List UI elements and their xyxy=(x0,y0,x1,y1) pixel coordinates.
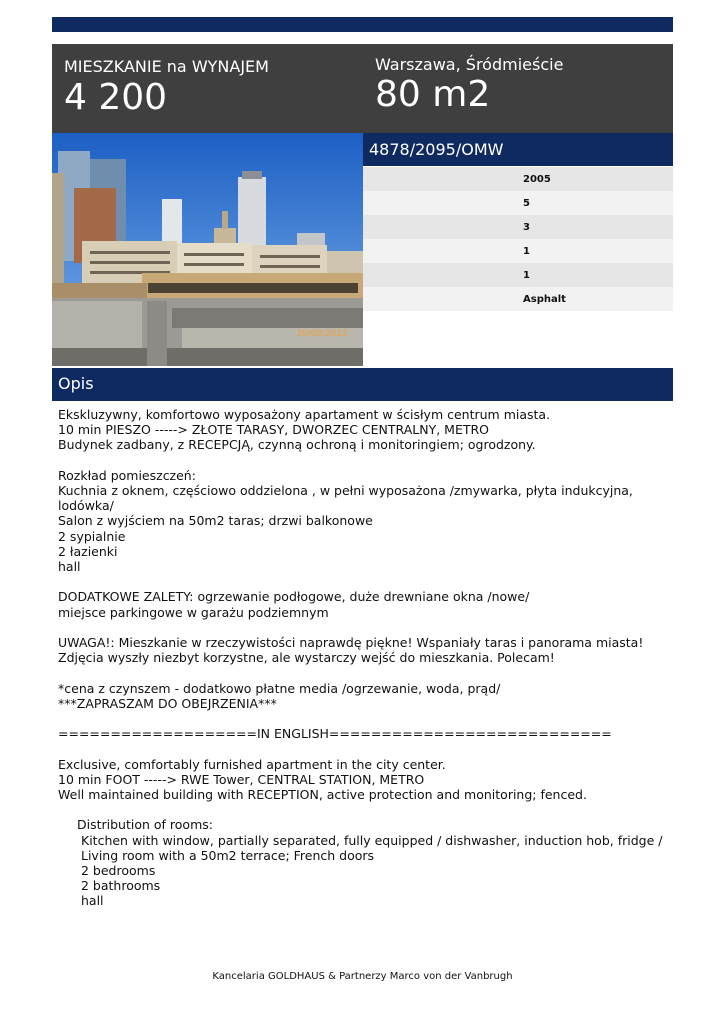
desc-line: Salon z wyjściem na 50m2 taras; drzwi balkonowe xyxy=(58,513,373,529)
desc-line: Well maintained building with RECEPTION, active protection and monitoring; fenced. xyxy=(58,786,587,802)
property-photo xyxy=(52,133,363,366)
desc-line: Zdjęcia wyszły niezbyt korzystne, ale wystarczy wejść do mieszkania. Polecam! xyxy=(58,650,555,666)
room-line: Living room with a 50m2 terrace; French doors xyxy=(81,847,375,863)
desc-line: 10 min FOOT -----> RWE Tower, CENTRAL STATION, METRO xyxy=(58,771,425,787)
desc-line: 2 łazienki xyxy=(58,543,118,559)
desc-line: 2 sypialnie xyxy=(58,528,126,544)
blank-line xyxy=(58,665,668,680)
param-row xyxy=(363,215,673,239)
room-line: 2 bedrooms xyxy=(81,862,156,878)
section-title: Opis xyxy=(58,374,94,393)
room-line: hall xyxy=(81,893,104,909)
desc-line: miejsce parkingowe w garażu podziemnym xyxy=(58,604,329,620)
desc-line: DODATKOWE ZALETY: ogrzewanie podłogowe, duże drewniane okna /nowe/ xyxy=(58,589,530,605)
param-row xyxy=(363,263,673,287)
desc-line: Exclusive, comfortably furnished apartment in the city center. xyxy=(58,756,446,772)
room-line: 2 bathrooms xyxy=(81,878,161,894)
listing-price: 4 200 xyxy=(64,77,168,118)
reference-bar xyxy=(363,133,673,166)
blank-line xyxy=(58,574,668,589)
listing-type: MIESZKANIE na WYNAJEM xyxy=(64,57,269,76)
param-value: 1 xyxy=(523,246,530,257)
desc-line: Rozkład pomieszczeń: xyxy=(58,467,196,483)
reference-number: 4878/2095/OMW xyxy=(369,140,504,159)
desc-line: UWAGA!: Mieszkanie w rzeczywistości naprawdę piękne! Wspaniały taras i panorama miasta! xyxy=(58,635,644,650)
blank-line xyxy=(58,620,668,635)
param-value: 1 xyxy=(523,270,530,281)
blank-line xyxy=(58,453,668,468)
description-text xyxy=(58,407,668,909)
footer-agency: Kancelaria GOLDHAUS & Partnerzy Marco von der Vanbrugh xyxy=(212,971,513,982)
listing-header xyxy=(52,44,673,133)
param-value: 5 xyxy=(523,198,530,209)
desc-line: Ekskluzywny, komfortowo wyposażony apartament w ścisłym centrum miasta. xyxy=(58,407,551,422)
desc-line: 10 min PIESZO -----> ZŁOTE TARASY, DWORZEC CENTRALNY, METRO xyxy=(58,422,490,438)
rooms-title: Distribution of rooms: xyxy=(77,817,213,833)
listing-location: Warszawa, Śródmieście xyxy=(375,55,564,74)
top-accent-bar xyxy=(52,17,673,32)
photo-date-stamp: 30/08/2012 xyxy=(296,329,348,339)
parameter-table xyxy=(363,167,673,311)
blank-line xyxy=(58,802,668,817)
param-row xyxy=(363,287,673,311)
param-value: 2005 xyxy=(523,174,551,185)
city-skyline-image xyxy=(52,133,363,366)
blank-line xyxy=(58,711,668,726)
description-header xyxy=(52,368,673,401)
language-separator: ===================IN ENGLISH=========================== xyxy=(58,726,612,742)
param-value: Asphalt xyxy=(523,294,566,305)
desc-line: Kuchnia z oknem, częściowo oddzielona , w pełni wyposażona /zmywarka, płyta indukcyjna, lodówka/ xyxy=(58,483,633,514)
desc-line: hall xyxy=(58,559,81,575)
listing-area: 80 m2 xyxy=(375,74,491,115)
blank-line xyxy=(58,741,668,756)
param-row xyxy=(363,167,673,191)
param-row xyxy=(363,191,673,215)
desc-line: *cena z czynszem - dodatkowo płatne media /ogrzewanie, woda, prąd/ xyxy=(58,680,501,696)
param-row xyxy=(363,239,673,263)
param-value: 3 xyxy=(523,222,530,233)
desc-line: ***ZAPRASZAM DO OBEJRZENIA*** xyxy=(58,695,277,711)
room-line: Kitchen with window, partially separated, fully equipped / dishwasher, induction hob, fridge / xyxy=(81,832,663,848)
desc-line: Budynek zadbany, z RECEPCJĄ, czynną ochroną i monitoringiem; ogrodzony. xyxy=(58,437,536,453)
